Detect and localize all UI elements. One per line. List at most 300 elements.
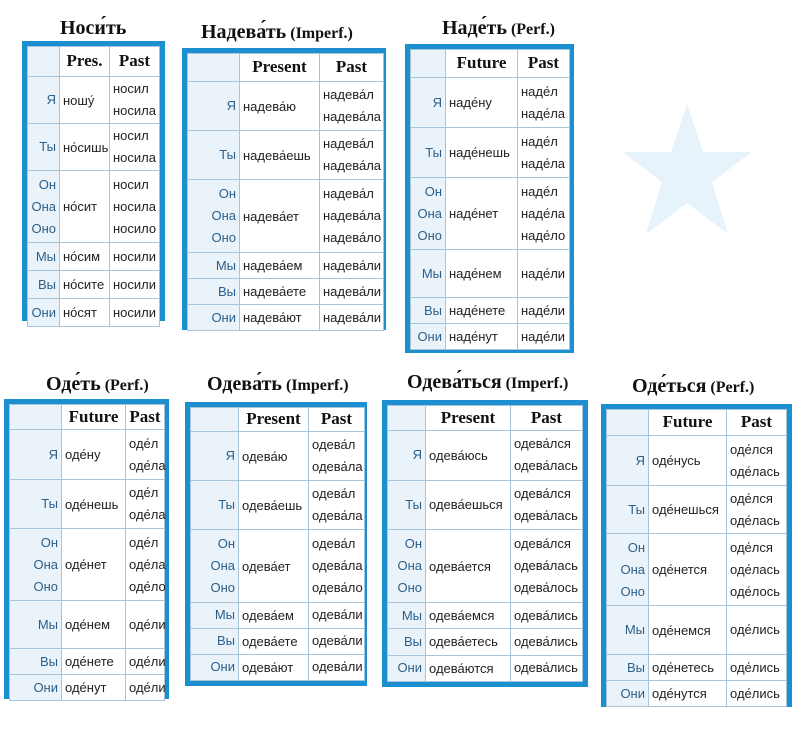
header-row xyxy=(28,47,160,77)
past-form: одева́ла xyxy=(312,558,363,574)
past-form: оде́ла xyxy=(129,556,166,572)
header-blank xyxy=(191,408,239,432)
verb-form: но́сит xyxy=(60,171,110,243)
conjugation-grid xyxy=(9,404,165,701)
pronoun: Мы xyxy=(37,616,58,632)
pronoun: Он xyxy=(627,539,645,555)
past-form: оде́ла xyxy=(129,457,166,473)
past-forms xyxy=(309,530,365,602)
past-form: оде́л xyxy=(129,485,159,500)
past-forms xyxy=(110,124,160,171)
conjugation-grid xyxy=(410,49,570,350)
pronoun-cell xyxy=(411,324,446,350)
pronoun: Ты xyxy=(218,497,235,513)
pronoun: Мы xyxy=(624,622,645,637)
pronoun-cell xyxy=(188,279,240,305)
conjugation-table-nadevat xyxy=(182,48,386,330)
header-past: Past xyxy=(518,50,570,78)
table-row xyxy=(411,78,570,128)
title-verb: Надева́ть xyxy=(201,21,287,43)
pronoun-cell xyxy=(28,124,60,171)
conjugation-table-odetsya xyxy=(601,404,792,707)
past-forms xyxy=(309,628,365,654)
verb-form: но́сишь xyxy=(60,124,110,171)
pronoun-cell xyxy=(10,480,62,529)
past-forms xyxy=(309,481,365,530)
past-form: оде́ли xyxy=(129,679,166,695)
header-blank xyxy=(388,406,426,431)
past-form: оде́лась xyxy=(730,463,780,479)
table-row xyxy=(191,654,365,680)
table-row xyxy=(411,250,570,298)
past-forms xyxy=(320,253,384,279)
pronoun: Он xyxy=(38,176,56,192)
pronoun: Мы xyxy=(214,607,235,623)
past-forms xyxy=(518,128,570,178)
header-tense: Future xyxy=(62,405,126,430)
past-form: надева́ли xyxy=(323,283,382,299)
past-forms xyxy=(110,77,160,124)
verb-form: надева́ю xyxy=(240,82,320,131)
pronoun: Я xyxy=(48,446,58,462)
pronoun: Оно xyxy=(417,227,442,243)
title-aspect: (Perf.) xyxy=(104,377,149,394)
table-row xyxy=(607,534,787,606)
table-row xyxy=(188,305,384,331)
verb-form: наде́нет xyxy=(446,178,518,250)
past-forms xyxy=(511,655,583,681)
verb-form: одева́ется xyxy=(426,530,511,603)
verb-form: ношу́ xyxy=(60,77,110,124)
pronoun-cell xyxy=(388,431,426,481)
verb-form: оде́нется xyxy=(649,534,727,606)
past-form: одева́лась xyxy=(514,507,578,523)
past-form: надева́л xyxy=(323,87,374,102)
pronoun: Вы xyxy=(39,653,58,669)
verb-form: оде́нет xyxy=(62,529,126,601)
header-tense: Future xyxy=(446,50,518,78)
past-forms xyxy=(126,430,165,480)
pronoun-cell xyxy=(191,481,239,530)
table-row xyxy=(411,128,570,178)
verb-form: одева́етесь xyxy=(426,629,511,655)
pronoun-cell xyxy=(28,77,60,124)
table-row xyxy=(191,481,365,530)
conjugation-grid xyxy=(190,407,365,681)
past-forms xyxy=(518,178,570,250)
conjugation-table-nadet xyxy=(405,44,574,353)
verb-form: наде́ну xyxy=(446,78,518,128)
pronoun: Вы xyxy=(423,302,442,318)
verb-form: одева́ет xyxy=(239,530,309,602)
pronoun-cell xyxy=(607,655,649,681)
past-form: носило xyxy=(113,220,157,236)
past-form: оде́ло xyxy=(129,578,166,594)
title-aspect: (Perf.) xyxy=(510,21,555,38)
pronoun-cell xyxy=(10,529,62,601)
past-form: наде́л xyxy=(521,133,558,149)
past-forms xyxy=(110,243,160,271)
table-row xyxy=(388,431,583,481)
past-form: носил xyxy=(113,81,149,96)
past-forms xyxy=(110,271,160,299)
table-row xyxy=(10,675,165,701)
pronoun: Оно xyxy=(31,220,56,236)
pronoun: Я xyxy=(226,98,236,113)
past-forms xyxy=(309,432,365,481)
header-row xyxy=(191,408,365,432)
past-forms xyxy=(320,180,384,253)
pronoun: Ты xyxy=(39,139,56,154)
past-form: оде́ли xyxy=(129,653,166,669)
past-form: носила xyxy=(113,150,156,165)
pronoun: Ты xyxy=(425,144,442,160)
pronoun: Вы xyxy=(216,633,235,649)
past-form: оде́л xyxy=(129,435,159,451)
verb-form: оде́нусь xyxy=(649,436,727,486)
verb-form: одева́ю xyxy=(239,432,309,481)
past-form: одева́ла xyxy=(312,508,363,524)
pronoun: Оно xyxy=(620,583,645,599)
pronoun-cell xyxy=(607,486,649,534)
past-forms xyxy=(110,171,160,243)
past-forms xyxy=(110,299,160,327)
past-form: одева́л xyxy=(312,437,356,453)
title-verb: Носи́ть xyxy=(60,17,127,39)
pronoun-cell xyxy=(411,78,446,128)
pronoun-cell xyxy=(191,530,239,602)
past-form: оде́л xyxy=(129,534,159,550)
pronoun: Они xyxy=(397,660,422,676)
table-row xyxy=(10,480,165,529)
past-form: надева́л xyxy=(323,186,374,201)
table-row xyxy=(607,606,787,655)
pronoun-cell xyxy=(191,628,239,654)
title-aspect: (Perf.) xyxy=(710,379,755,396)
pronoun-cell xyxy=(188,305,240,331)
past-form: носил xyxy=(113,176,149,192)
pronoun-cell xyxy=(388,603,426,629)
table-row xyxy=(191,432,365,481)
past-form: оде́лись xyxy=(730,685,780,701)
pronoun-cell xyxy=(28,243,60,271)
pronoun: Они xyxy=(33,679,58,695)
past-forms xyxy=(309,654,365,680)
title-verb: Одева́ть xyxy=(207,373,282,395)
verb-form: наде́нешь xyxy=(446,128,518,178)
header-tense: Pres. xyxy=(60,47,110,77)
conjugation-table-nosit xyxy=(22,41,165,321)
verb-form: оде́нете xyxy=(62,649,126,675)
past-form: одева́лся xyxy=(514,436,571,452)
table-row xyxy=(10,649,165,675)
past-forms xyxy=(518,250,570,298)
title-nadevat xyxy=(201,22,353,42)
conjugation-grid xyxy=(27,46,160,327)
pronoun: Вы xyxy=(217,283,236,299)
header-row xyxy=(607,410,787,436)
verb-form: одева́ют xyxy=(239,654,309,680)
title-odevat xyxy=(207,374,349,394)
verb-form: оде́немся xyxy=(649,606,727,655)
table-row xyxy=(188,180,384,253)
past-form: одева́л xyxy=(312,536,356,552)
table-row xyxy=(388,655,583,681)
past-form: оде́лась xyxy=(730,512,780,528)
verb-form: оде́нешь xyxy=(62,480,126,529)
pronoun: Оно xyxy=(211,230,236,245)
verb-form: оде́нешься xyxy=(649,486,727,534)
verb-form: одева́юсь xyxy=(426,431,511,481)
pronoun: Он xyxy=(40,534,58,550)
pronoun: Мы xyxy=(35,248,56,264)
table-row xyxy=(188,82,384,131)
title-aspect: (Imperf.) xyxy=(505,375,569,392)
past-form: одева́лась xyxy=(514,458,578,474)
pronoun: Мы xyxy=(421,265,442,281)
header-past: Past xyxy=(320,54,384,82)
table-row xyxy=(388,480,583,530)
past-form: одева́ло xyxy=(312,580,363,596)
pronoun: Они xyxy=(620,685,645,701)
verb-form: одева́ем xyxy=(239,602,309,628)
pronoun-cell xyxy=(10,649,62,675)
pronoun: Вы xyxy=(403,633,422,649)
title-odet xyxy=(46,374,149,394)
table-row xyxy=(388,530,583,603)
pronoun-cell xyxy=(10,430,62,480)
verb-form: но́сим xyxy=(60,243,110,271)
past-form: носили xyxy=(113,304,157,320)
pronoun: Ты xyxy=(41,496,58,511)
pronoun-cell xyxy=(607,534,649,606)
pronoun: Они xyxy=(211,309,236,325)
past-forms xyxy=(126,649,165,675)
pronoun-cell xyxy=(411,250,446,298)
verb-form: оде́нут xyxy=(62,675,126,701)
pronoun: Оно xyxy=(210,580,235,596)
pronoun: Оно xyxy=(397,580,422,596)
header-tense: Present xyxy=(426,406,511,431)
header-row xyxy=(388,406,583,431)
table-row xyxy=(607,486,787,534)
pronoun-cell xyxy=(28,171,60,243)
verb-form: надева́ет xyxy=(240,180,320,253)
past-forms xyxy=(309,602,365,628)
pronoun: Он xyxy=(217,536,235,552)
past-form: носили xyxy=(113,276,157,292)
past-forms xyxy=(126,601,165,649)
pronoun-cell xyxy=(388,480,426,530)
past-forms xyxy=(518,298,570,324)
past-forms xyxy=(320,131,384,180)
conjugation-grid xyxy=(606,409,787,707)
header-tense: Present xyxy=(240,54,320,82)
pronoun: Он xyxy=(404,536,422,552)
title-odevatsya xyxy=(407,372,568,392)
past-form: одева́ли xyxy=(312,659,363,675)
header-past: Past xyxy=(110,47,160,77)
table-row xyxy=(388,629,583,655)
header-tense: Present xyxy=(239,408,309,432)
pronoun: Он xyxy=(218,186,236,201)
past-forms xyxy=(320,305,384,331)
table-row xyxy=(191,602,365,628)
past-forms xyxy=(511,530,583,603)
past-form: оде́ла xyxy=(129,507,166,522)
past-form: оде́лся xyxy=(730,490,773,506)
header-past: Past xyxy=(727,410,787,436)
past-form: оде́лся xyxy=(730,539,773,555)
verb-form: одева́емся xyxy=(426,603,511,629)
header-row xyxy=(188,54,384,82)
table-row xyxy=(28,124,160,171)
pronoun: Вы xyxy=(37,276,56,292)
pronoun-cell xyxy=(188,253,240,279)
table-row xyxy=(388,603,583,629)
verb-form: одева́ешься xyxy=(426,480,511,530)
pronoun-cell xyxy=(188,131,240,180)
verb-form: оде́нем xyxy=(62,601,126,649)
title-odetsya xyxy=(632,376,754,396)
past-form: оде́лись xyxy=(730,659,780,675)
pronoun-cell xyxy=(411,128,446,178)
pronoun-cell xyxy=(191,432,239,481)
conjugation-grid xyxy=(187,53,384,331)
title-verb: Оде́ть xyxy=(46,373,101,395)
verb-form: надева́ешь xyxy=(240,131,320,180)
past-forms xyxy=(511,431,583,481)
pronoun: Ты xyxy=(628,501,645,517)
pronoun: Я xyxy=(432,94,442,110)
past-forms xyxy=(727,681,787,707)
past-form: одева́ла xyxy=(312,459,363,475)
pronoun-cell xyxy=(28,299,60,327)
pronoun-cell xyxy=(388,655,426,681)
pronoun-cell xyxy=(411,178,446,250)
pronoun: Я xyxy=(412,447,422,463)
pronoun-cell xyxy=(191,654,239,680)
past-form: одева́лся xyxy=(514,485,571,501)
past-forms xyxy=(511,480,583,530)
pronoun: Оно xyxy=(33,578,58,594)
past-form: оде́ли xyxy=(129,616,166,632)
past-form: носила xyxy=(113,198,156,214)
header-blank xyxy=(10,405,62,430)
pronoun-cell xyxy=(607,606,649,655)
conjugation-table-odevatsya xyxy=(382,400,588,687)
verb-form: надева́ете xyxy=(240,279,320,305)
pronoun: Она xyxy=(417,205,442,221)
verb-form: но́сят xyxy=(60,299,110,327)
header-tense: Future xyxy=(649,410,727,436)
table-row xyxy=(607,655,787,681)
title-verb: Оде́ться xyxy=(632,375,707,397)
past-form: оде́лись xyxy=(730,622,780,637)
table-row xyxy=(10,529,165,601)
header-row xyxy=(411,50,570,78)
past-form: одева́лась xyxy=(514,558,578,574)
past-form: наде́л xyxy=(521,183,558,199)
pronoun-cell xyxy=(10,675,62,701)
header-past: Past xyxy=(511,406,583,431)
pronoun: Они xyxy=(31,304,56,320)
header-blank xyxy=(188,54,240,82)
past-forms xyxy=(511,629,583,655)
past-form: наде́ла xyxy=(521,155,566,171)
verb-form: оде́нетесь xyxy=(649,655,727,681)
past-form: одева́лся xyxy=(514,536,571,552)
verb-form: одева́ются xyxy=(426,655,511,681)
conjugation-table-odevat xyxy=(185,402,367,686)
pronoun-cell xyxy=(607,436,649,486)
past-forms xyxy=(727,655,787,681)
pronoun-cell xyxy=(411,298,446,324)
verb-form: оде́ну xyxy=(62,430,126,480)
verb-form: одева́ете xyxy=(239,628,309,654)
pronoun-cell xyxy=(10,601,62,649)
past-forms xyxy=(518,324,570,350)
past-form: одева́лось xyxy=(514,580,578,596)
pronoun: Вы xyxy=(626,659,645,675)
title-verb: Наде́ть xyxy=(442,17,507,39)
title-aspect: (Imperf.) xyxy=(285,377,349,394)
table-row xyxy=(607,436,787,486)
verb-form: но́сите xyxy=(60,271,110,299)
past-form: наде́ла xyxy=(521,105,566,121)
past-forms xyxy=(518,78,570,128)
header-past: Past xyxy=(309,408,365,432)
past-form: одева́л xyxy=(312,486,356,502)
past-form: оде́лось xyxy=(730,583,780,599)
past-form: наде́ли xyxy=(521,265,566,281)
conjugation-grid xyxy=(387,405,583,682)
pronoun: Я xyxy=(635,452,645,468)
title-nadet xyxy=(442,18,555,38)
header-blank xyxy=(607,410,649,436)
past-form: наде́ла xyxy=(521,205,566,221)
past-form: оде́лся xyxy=(730,441,773,457)
pronoun: Они xyxy=(210,659,235,675)
past-form: оде́лась xyxy=(730,561,780,577)
table-row xyxy=(10,430,165,480)
table-row xyxy=(28,271,160,299)
past-forms xyxy=(727,436,787,486)
past-form: носил xyxy=(113,128,149,143)
past-form: одева́лись xyxy=(514,633,578,649)
pronoun-cell xyxy=(28,271,60,299)
pronoun: Он xyxy=(424,183,442,199)
verb-form: оде́нутся xyxy=(649,681,727,707)
past-form: наде́л xyxy=(521,83,558,99)
past-form: наде́ли xyxy=(521,302,566,318)
pronoun: Ты xyxy=(405,496,422,512)
past-form: одева́лись xyxy=(514,660,578,676)
pronoun-cell xyxy=(607,681,649,707)
past-form: надева́ла xyxy=(323,109,382,124)
verb-form: наде́нут xyxy=(446,324,518,350)
pronoun-cell xyxy=(388,629,426,655)
table-row xyxy=(191,628,365,654)
title-aspect: (Imperf.) xyxy=(290,25,353,42)
table-row xyxy=(411,298,570,324)
past-forms xyxy=(727,534,787,606)
pronoun: Она xyxy=(210,558,235,574)
past-form: надева́ли xyxy=(323,309,382,325)
table-row xyxy=(191,530,365,602)
verb-form: наде́нем xyxy=(446,250,518,298)
table-row xyxy=(411,324,570,350)
